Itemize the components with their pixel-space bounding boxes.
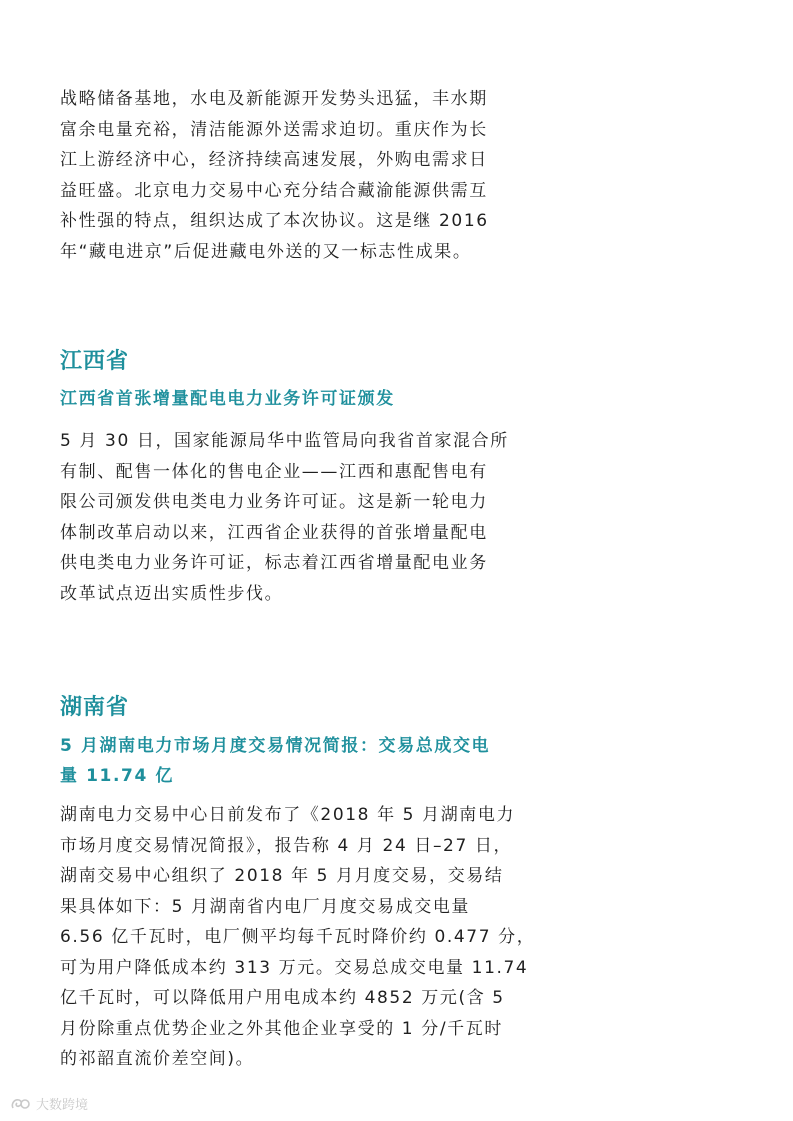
- jiangxi-line: 体制改革启动以来，江西省企业获得的首张增量配电: [60, 522, 488, 543]
- jiangxi-line: 有制、配售一体化的售电企业——江西和惠配售电有: [60, 461, 488, 482]
- intro-line: 益旺盛。北京电力交易中心充分结合藏渝能源供需互: [60, 180, 488, 201]
- jiangxi-line: 改革试点迈出实质性步伐。: [60, 583, 284, 604]
- jiangxi-line: 供电类电力业务许可证，标志着江西省增量配电业务: [60, 553, 488, 573]
- intro-line: 江上游经济中心，经济持续高速发展，外购电需求日: [60, 150, 488, 170]
- hunan-line: 市场月度交易情况简报》，报告称 4 月 24 日–27 日，: [60, 835, 513, 856]
- jiangxi-paragraph-block: [60, 426, 560, 609]
- hunan-line: 的祁韶直流价差空间)。: [60, 1049, 255, 1069]
- jiangxi-headline: 江西省首张增量配电电力业务许可证颁发: [60, 389, 395, 409]
- intro-paragraph: [60, 84, 560, 267]
- jiangxi-line: 限公司颁发供电类电力业务许可证。这是新一轮电力: [60, 492, 488, 512]
- hunan-line: 亿千瓦时，可以降低用户用电成本约 4852 万元(含 5: [60, 988, 505, 1008]
- hunan-line: 湖南电力交易中心日前发布了《2018 年 5 月湖南电力: [60, 805, 516, 825]
- jiangxi-section: [60, 344, 560, 375]
- hunan-line: 果具体如下：5 月湖南省内电厂月度交易成交电量: [60, 896, 471, 917]
- section-title-jiangxi: 江西省: [60, 349, 130, 374]
- watermark-text: 大数跨境: [36, 1098, 89, 1113]
- hunan-headline: [60, 731, 560, 791]
- hunan-paragraph-block: [60, 800, 560, 1075]
- jiangxi-line: 5 月 30 日，国家能源局华中监管局向我省首家混合所: [60, 431, 509, 451]
- intro-line: 战略储备基地，水电及新能源开发势头迅猛，丰水期: [60, 89, 488, 109]
- intro-line: 富余电量充裕，清洁能源外送需求迫切。重庆作为长: [60, 119, 488, 140]
- hunan-headline-block: [60, 731, 560, 791]
- hunan-line: 6.56 亿千瓦时，电厂侧平均每千瓦时降价约 0.477 分，: [60, 927, 536, 947]
- jiangxi-paragraph: [60, 426, 560, 609]
- hunan-headline-line: 5 月湖南电力市场月度交易情况简报：交易总成交电: [60, 736, 491, 756]
- intro-line: 年“藏电进京”后促进藏电外送的又一标志性成果。: [60, 241, 472, 262]
- hunan-headline-line: 量 11.74 亿: [60, 766, 175, 786]
- hunan-paragraph: [60, 800, 560, 1075]
- hunan-line: 月份除重点优势企业之外其他企业享受的 1 分/千瓦时: [60, 1018, 503, 1039]
- brand-logo-icon: [10, 1096, 32, 1112]
- jiangxi-headline-block: [60, 384, 560, 414]
- intro-paragraph-block: [60, 84, 560, 267]
- watermark: [10, 1094, 88, 1113]
- hunan-line: 可为用户降低成本约 313 万元。交易总成交电量 11.74: [60, 957, 529, 978]
- hunan-line: 湖南交易中心组织了 2018 年 5 月月度交易，交易结: [60, 866, 504, 886]
- hunan-section: [60, 690, 560, 721]
- intro-line: 补性强的特点，组织达成了本次协议。这是继 2016: [60, 211, 489, 231]
- section-title-hunan: 湖南省: [60, 695, 130, 720]
